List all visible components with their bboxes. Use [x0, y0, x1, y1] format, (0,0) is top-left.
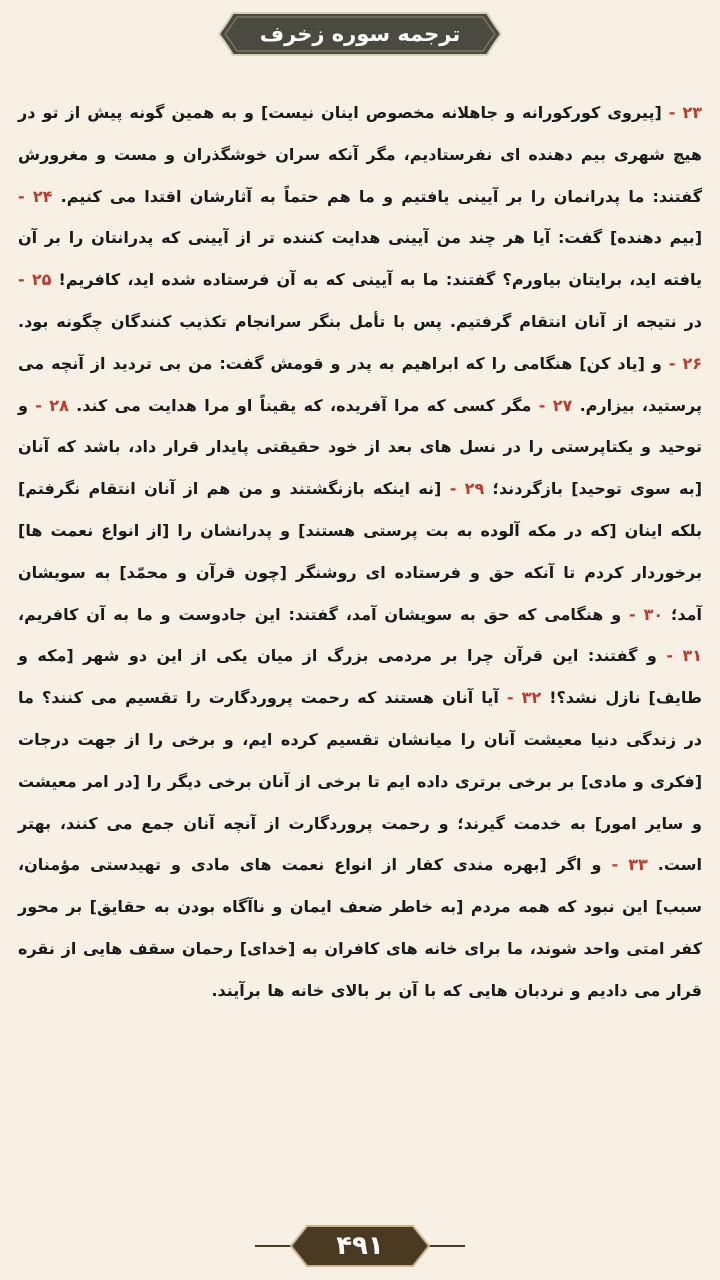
verse-text: مگر کسی که مرا آفریده، که یقیناً او مرا هدایت می کند. — [68, 395, 539, 415]
page-title: ترجمه سوره زخرف — [259, 22, 461, 46]
verse-number: ۳۰ - — [629, 604, 664, 624]
translation-text — [18, 92, 702, 1012]
verse-number: ۳۲ - — [506, 688, 542, 708]
verse-number: ۲۴ - — [18, 186, 53, 206]
verse-number: ۲۹ - — [449, 479, 485, 499]
verse-number: ۳۳ - — [611, 855, 648, 875]
verse-text: آیا آنان هستند که رحمت پروردگارت را تقسیم می کنند؟ ما در زندگی دنیا معیشت آنان را میانشان تقسیم کرده ایم، و برخی را از جهت درجات [فکری و مادی] بر برخی برتری داده ایم تا برخی از آنان برخی دیگر را [در امر معیشت و سایر امور] به خدمت گیرند؛ و رحمت پروردگارت از آنچه آنان جمع می کنند، بهتر است. — [18, 688, 703, 875]
verse-number: ۲۷ - — [538, 395, 573, 415]
verse-number: ۲۳ - — [668, 103, 702, 122]
verse-text: و اگر [بهره مندی کفار از انواع نعمت های مادی و تهیدستی مؤمنان، سبب] این نبود که همه مردم [به خاطر ضعف ایمان و ناآگاه بودن به حقایق] بر محور کفر امتی واحد شوند، ما برای خانه های کافران به [خدای] رحمان سقف هایی از نقره قرار می دادیم و نردبان هایی که با آن بر بالای خانه ها برآیند. — [18, 855, 702, 1000]
verse-text: در نتیجه از آنان انتقام گرفتیم. پس با تأمل بنگر سرانجام تکذیب کنندگان چگونه بود. — [18, 311, 702, 331]
verse-number: ۲۸ - — [35, 395, 69, 415]
verse-number: ۲۶ - — [668, 353, 703, 373]
page-number: ۴۹۱ — [336, 1231, 384, 1261]
verse-text: و توحید و یکتاپرستی را در نسل های بعد از خود حقیقتی پایدار قرار داد، باشد که آنان [به سوی توحید] بازگردند؛ — [18, 395, 702, 499]
verse-text: و [یاد کن] هنگامی را که ابراهیم به پدر و قومش گفت: من بی تردید از آنچه می پرستید، بیزارم. — [18, 353, 703, 415]
verse-number: ۲۵ - — [18, 270, 52, 290]
title-banner — [215, 9, 505, 59]
verse-text: [نه اینکه بازنگشتند و من هم از آنان انتقام نگرفتم] بلکه اینان [که در مکه آلوده به بت پرستی هستند] و پدرانشان را [از انواع نعمت ها] برخوردار کردم تا آنکه حق و فرستاده ای روشنگر [چون قرآن و محمّد] به سویشان آمد؛ — [18, 479, 702, 624]
verse-number: ۳۱ - — [666, 646, 703, 666]
verse-text: و هنگامی که حق به سویشان آمد، گفتند: این جادوست و ما به آن کافریم، — [18, 604, 630, 624]
verse-text: و گفتند: این قرآن چرا بر مردمی بزرگ از میان یکی از این دو شهر [مکه و طایف] نازل نشد؟! — [18, 646, 702, 708]
verse-text: [پیروی کورکورانه و جاهلانه مخصوص اینان نیست] و به همین گونه پیش از تو در هیچ شهری بیم دهنده ای نفرستادیم، مگر آنکه سران خوشگذران و مست و مغرورش گفتند: ما پدرانمان را بر آیینی یافتیم و ما هم حتماً به آثارشان اقتدا می کنیم. — [18, 103, 702, 206]
verse-text: [بیم دهنده] گفت: آیا هر چند من آیینی هدایت کننده تر از آیینی که پدرانتان را بر آن یافته اید، برایتان بیاورم؟ گفتند: ما به آیینی که به آن فرستاده شده اید، کافریم! — [18, 228, 702, 290]
page-number-badge — [255, 1222, 465, 1270]
